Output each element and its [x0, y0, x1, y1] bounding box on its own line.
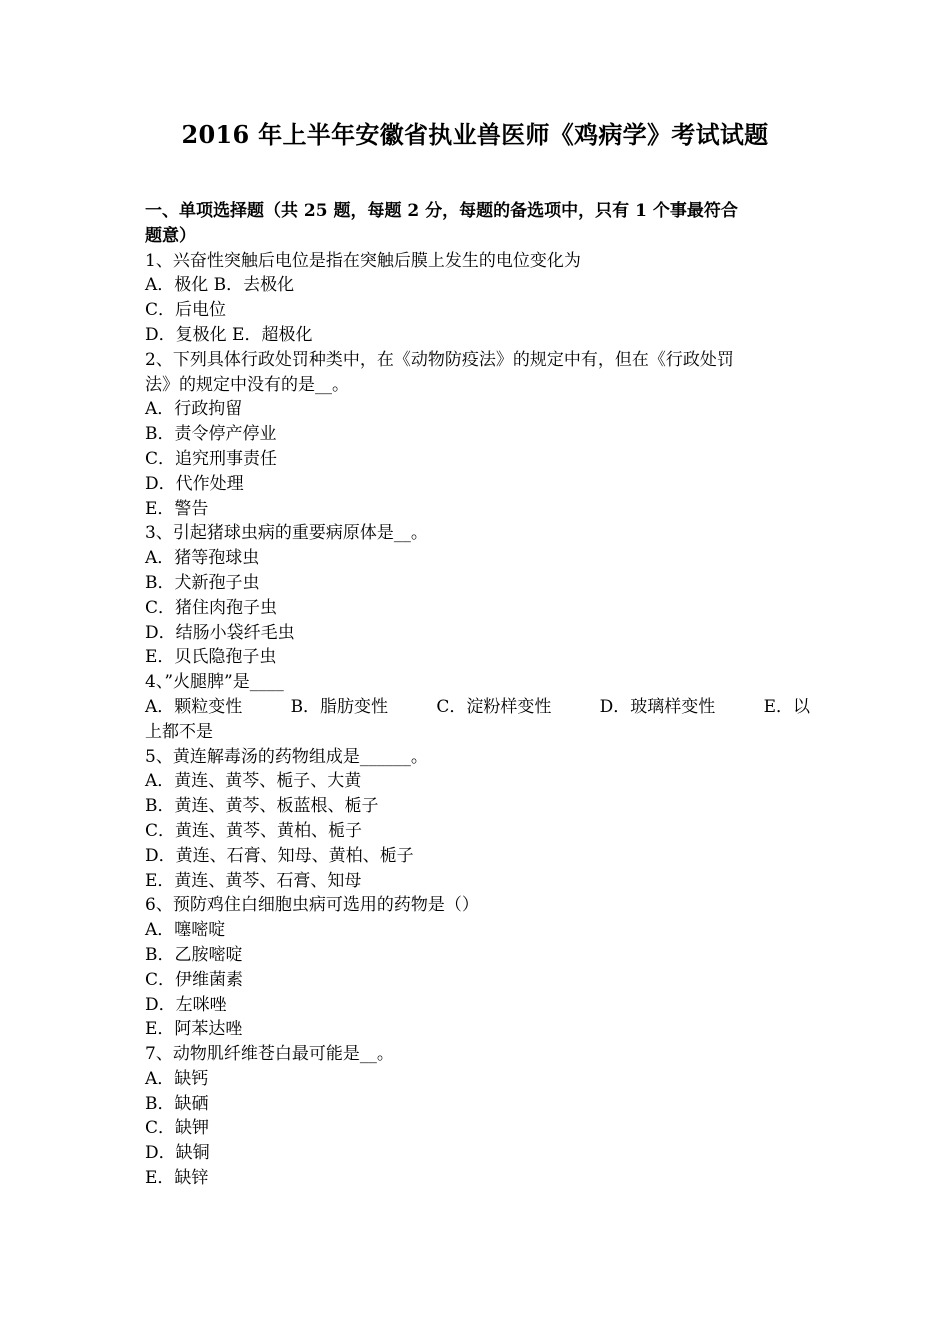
question-7-stem: 7、动物肌纤维苍白最可能是__。 — [145, 1044, 394, 1065]
question-7-option: B．缺硒 — [145, 1093, 209, 1114]
question-2-option: E．警告 — [145, 498, 209, 519]
question-4-option: B．脂肪变性 — [290, 696, 389, 717]
question-1-stem: 1、兴奋性突触后电位是指在突触后膜上发生的电位变化为 — [145, 250, 581, 271]
question-1-option: C．后电位 — [145, 300, 227, 321]
question-5-option: A．黄连、黄芩、栀子、大黄 — [145, 771, 362, 792]
question-4-stem: 4、”火腿脾”是____ — [145, 672, 284, 693]
question-3-option: E．贝氏隐孢子虫 — [145, 647, 277, 668]
question-3-option: A．猪等孢球虫 — [145, 548, 260, 569]
question-2-stem: 2、下列具体行政处罚种类中，在《动物防疫法》的规定中有，但在《行政处罚 — [145, 349, 734, 370]
question-2-option: C．追究刑事责任 — [145, 448, 278, 469]
question-7-option: A．缺钙 — [145, 1068, 209, 1089]
question-1-option: A．极化 B．去极化 — [145, 275, 295, 296]
question-4-option: E．以 — [763, 696, 810, 717]
question-5-option: B．黄连、黄芩、板蓝根、栀子 — [145, 796, 379, 817]
question-3-option: C．猪住肉孢子虫 — [145, 597, 278, 618]
question-5-option: D．黄连、石膏、知母、黄柏、栀子 — [145, 845, 414, 866]
question-6-option: D．左咪唑 — [145, 994, 227, 1015]
question-3-stem: 3、引起猪球虫病的重要病原体是__。 — [145, 523, 428, 544]
question-5-option: C．黄连、黄芩、黄柏、栀子 — [145, 820, 363, 841]
question-5-option: E．黄连、黄芩、石膏、知母 — [145, 870, 362, 891]
question-2-option: B．责令停产停业 — [145, 424, 277, 445]
question-3-option: D．结肠小袋纤毛虫 — [145, 622, 295, 643]
question-4-option: C．淀粉样变性 — [436, 696, 552, 717]
question-7-option: E．缺锌 — [145, 1168, 209, 1189]
question-2-stem-continued: 法》的规定中没有的是__。 — [145, 374, 349, 395]
question-6-option: C．伊维菌素 — [145, 969, 244, 990]
question-2-option: D．代作处理 — [145, 473, 244, 494]
section-header: 一、单项选择题（共 25 题，每题 2 分，每题的备选项中，只有 1 个事最符合 — [145, 201, 738, 221]
question-4-option: D．玻璃样变性 — [599, 696, 716, 717]
question-4-options-row — [145, 695, 810, 720]
question-2-option: A．行政拘留 — [145, 399, 243, 420]
question-7-option: D．缺铜 — [145, 1143, 210, 1164]
document-body — [145, 199, 810, 1191]
question-6-stem: 6、预防鸡住白细胞虫病可选用的药物是（） — [145, 895, 479, 916]
question-3-option: B．犬新孢子虫 — [145, 572, 260, 593]
question-6-option: A．噻嘧啶 — [145, 920, 226, 941]
document-title: 2016 年上半年安徽省执业兽医师《鸡病学》考试试题 — [181, 120, 769, 149]
section-header-continued: 题意） — [145, 225, 196, 246]
question-1-option: D．复极化 E．超极化 — [145, 324, 313, 345]
question-6-option: B．乙胺嘧啶 — [145, 944, 243, 965]
question-4-option: A．颗粒变性 — [145, 696, 243, 717]
question-6-option: E．阿苯达唑 — [145, 1019, 243, 1040]
question-7-option: C．缺钾 — [145, 1118, 210, 1139]
question-4-option-continued: 上都不是 — [145, 721, 213, 742]
question-5-stem: 5、黄连解毒汤的药物组成是______。 — [145, 746, 428, 767]
